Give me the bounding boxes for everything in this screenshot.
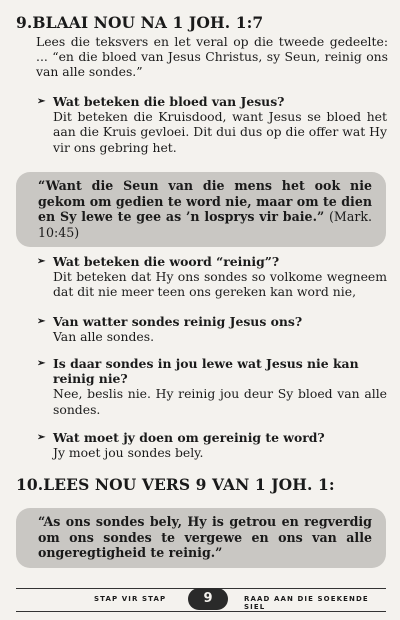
quote-text: “As ons sondes bely, Hy is getrou en regverdig om ons sondes te vergewe en ons van alle ongeregtigheid te reinig.” — [38, 514, 372, 561]
question-block-any-sins — [37, 356, 387, 417]
quote-reference: (Mark. 10:45) — [38, 209, 372, 240]
arrow-bullet-icon: ➢ — [37, 358, 46, 369]
question-text: Wat moet jy doen om gereinig te word? — [53, 430, 325, 445]
section-9-heading: 9.BLAAI NOU NA 1 JOH. 1:7 — [16, 13, 264, 32]
question-text: Wat beteken die woord “reinig”? — [53, 254, 280, 269]
section-9-intro: Lees die teksvers en let veral op die tweede gedeelte: ... “en die bloed van Jesus Christus, sy Seun, reinig ons van alle sondes.” — [36, 34, 388, 80]
arrow-bullet-icon: ➢ — [37, 256, 46, 267]
question-block-what-to-do — [37, 430, 387, 460]
question-text: Wat beteken die bloed van Jesus? — [53, 94, 285, 109]
answer-text: Dit beteken die Kruisdood, want Jesus se bloed het aan die Kruis gevloei. Dit dui dus op die offer wat Hy vir ons gebring het. — [53, 109, 387, 155]
arrow-bullet-icon: ➢ — [37, 316, 46, 327]
quote-text: “Want die Seun van die mens het ook nie gekom om gedien te word nie, maar om te dien en Sy lewe te gee as ’n losprys vir baie.” — [38, 178, 372, 225]
question-text: Is daar sondes in jou lewe wat Jesus nie kan reinig nie? — [53, 356, 359, 387]
quote-box-mark — [16, 172, 386, 247]
footer-book-title: STAP VIR STAP — [94, 595, 167, 603]
question-block-reinig — [37, 254, 387, 300]
answer-text: Nee, beslis nie. Hy reinig jou deur Sy bloed van alle sondes. — [53, 386, 387, 417]
answer-text: Jy moet jou sondes bely. — [53, 445, 204, 461]
arrow-bullet-icon: ➢ — [37, 432, 46, 443]
page-footer — [16, 588, 386, 612]
question-block-which-sins — [37, 314, 387, 344]
arrow-bullet-icon: ➢ — [37, 96, 46, 107]
answer-text: Dit beteken dat Hy ons sondes so volkome wegneem dat dit nie meer teen ons gereken kan word nie, — [53, 269, 387, 300]
answer-text: Van alle sondes. — [53, 329, 155, 345]
question-block-blood — [37, 94, 387, 155]
section-10-heading: 10.LEES NOU VERS 9 VAN 1 JOH. 1: — [16, 475, 335, 494]
question-text: Van watter sondes reinig Jesus ons? — [53, 314, 303, 329]
footer-subtitle: RAAD AAN DIE SOEKENDE SIEL — [244, 595, 369, 611]
page-number: 9 — [188, 588, 228, 610]
quote-box-john — [16, 508, 386, 568]
